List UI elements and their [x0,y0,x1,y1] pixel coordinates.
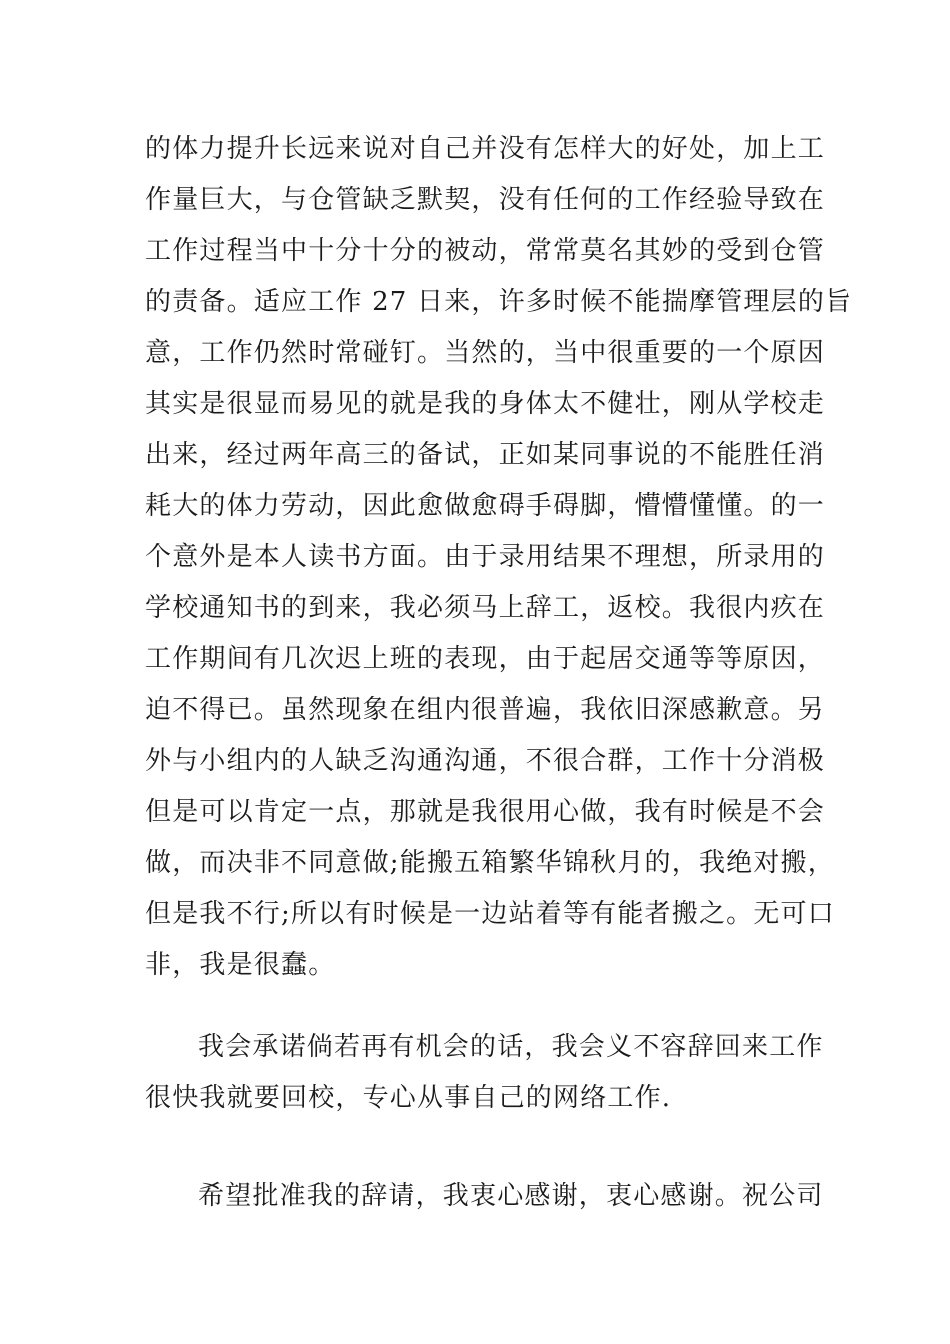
text-line: 我会承诺倘若再有机会的话，我会义不容辞回来工作 [198,1032,824,1062]
text-line: 其实是很显而易见的就是我的身体太不健壮，刚从学校走 [145,389,826,419]
text-line: 迫不得已。虽然现象在组内很普遍，我依旧深感歉意。另 [145,695,826,725]
text-line: 意，工作仍然时常碰钉。当然的，当中很重要的一个原因 [145,338,826,368]
body-paragraph [145,1171,824,1222]
text-line: 外与小组内的人缺乏沟通沟通，不很合群，工作十分消极 [145,746,826,776]
text-line: 耗大的体力劳动，因此愈做愈碍手碍脚，懵懵懂懂。的一 [145,491,826,521]
text-line: 个意外是本人读书方面。由于录用结果不理想，所录用的 [145,542,826,572]
text-line: 做，而决非不同意做;能搬五箱繁华锦秋月的，我绝对搬， [145,848,835,878]
text-line: 工作过程当中十分十分的被动，常常莫名其妙的受到仓管 [145,236,826,266]
body-paragraph [145,1022,824,1124]
text-line: 出来，经过两年高三的备试，正如某同事说的不能胜任消 [145,440,826,470]
text-line: 的责备。适应工作 27 日来，许多时候不能揣摩管理层的旨 [145,287,853,317]
text-line: 的体力提升长远来说对自己并没有怎样大的好处，加上工 [145,134,826,164]
body-paragraph [145,124,853,991]
text-line: 很快我就要回校，专心从事自己的网络工作. [145,1083,672,1113]
text-line: 但是我不行;所以有时候是一边站着等有能者搬之。无可口 [145,899,835,929]
text-line: 学校通知书的到来，我必须马上辞工，返校。我很内疚在 [145,593,826,623]
text-line: 希望批准我的辞请，我衷心感谢，衷心感谢。祝公司 [198,1181,824,1211]
text-line: 非，我是很蠢。 [145,950,336,980]
text-line: 工作期间有几次迟上班的表现，由于起居交通等等原因， [145,644,826,674]
text-line: 作量巨大，与仓管缺乏默契，没有任何的工作经验导致在 [145,185,826,215]
text-line: 但是可以肯定一点，那就是我很用心做，我有时候是不会 [145,797,826,827]
